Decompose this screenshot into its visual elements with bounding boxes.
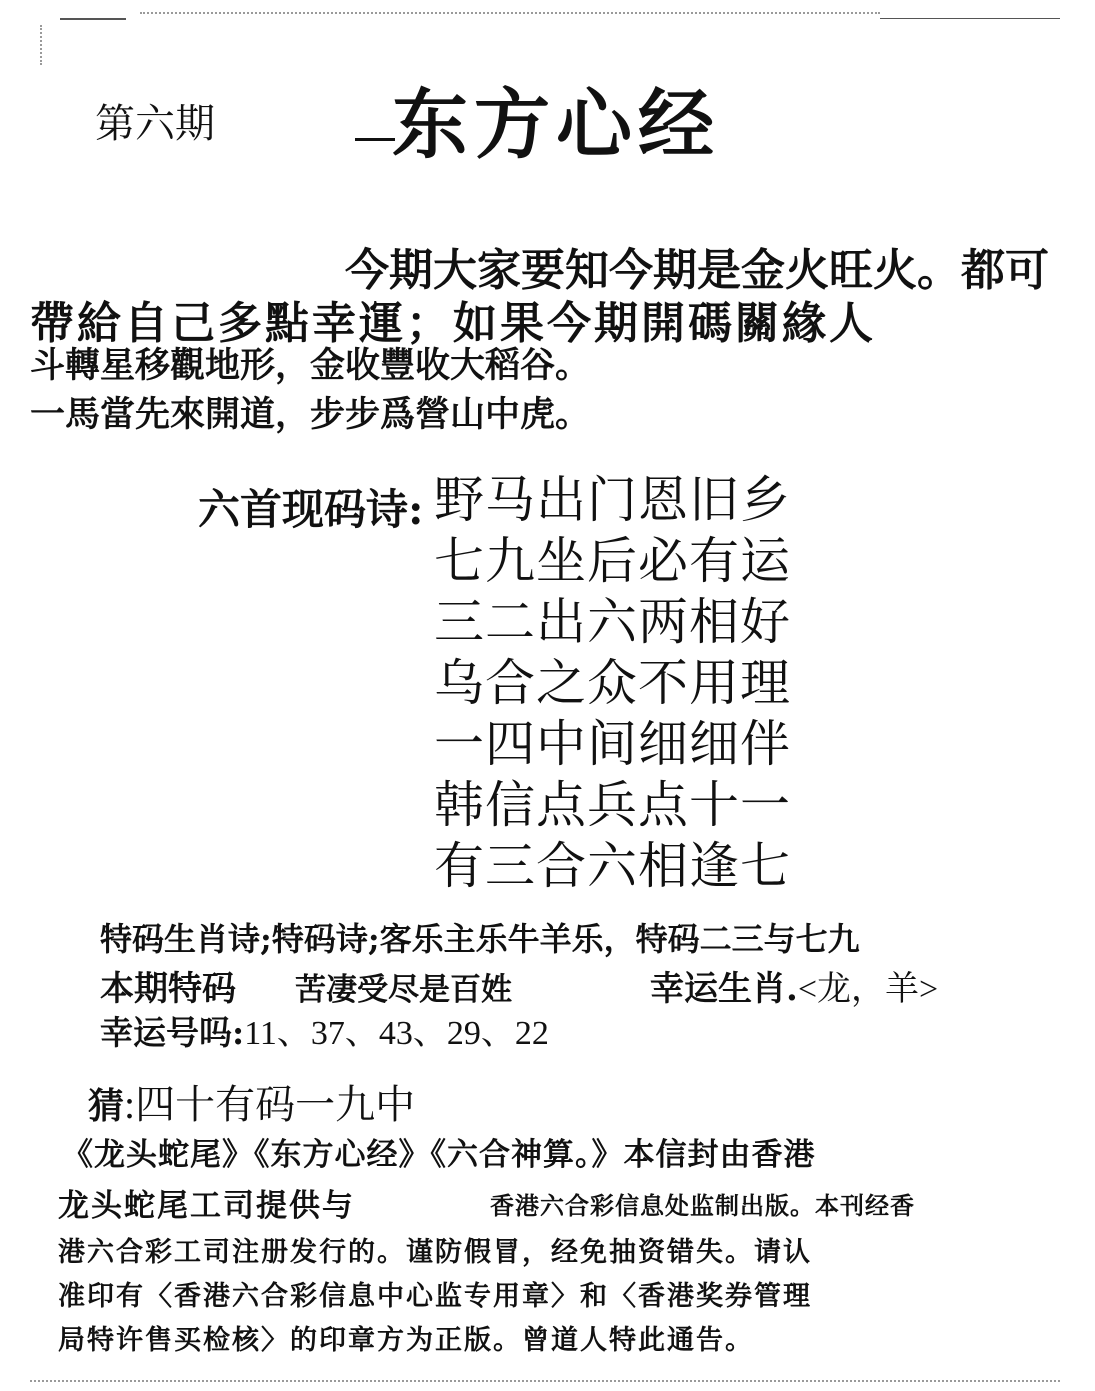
top-left-rule (60, 18, 126, 20)
notice-line-4: 准印有〈香港六合彩信息中心监专用章〉和〈香港奖券管理 (58, 1281, 812, 1312)
notice-line-1: 《龙头蛇尾》《东方心经》《六合神算。》本信封由香港 (62, 1137, 816, 1173)
lucky-numbers (100, 1005, 549, 1054)
top-dotted-border (140, 12, 880, 14)
issue-number: 第六期 (95, 101, 215, 146)
guess-value: :四十有码一九中 (124, 1082, 416, 1127)
notice-line-3: 港六合彩工司注册发行的。谨防假冒，经免抽资错失。请认 (58, 1237, 812, 1268)
poem-lines (434, 470, 791, 897)
lucky-zodiac (650, 961, 938, 1010)
lucky-numbers-value: 11、37、43、29、22 (244, 1015, 549, 1052)
top-right-rule (880, 18, 1060, 19)
poem-label: 六首现码诗: (198, 485, 424, 534)
notice-line-2b: 香港六合彩信息处监制出版。本刊经香 (490, 1192, 915, 1220)
notice-line-5: 局特许售买检核〉的印章方为正版。曾道人特此通告。 (58, 1325, 754, 1356)
intro-line-2: 帶給自己多點幸運；如果今期開碼關緣人 (30, 298, 876, 349)
poem-line: 有三合六相逢七 (434, 837, 791, 895)
lucky-zodiac-value: <龙，羊> (797, 971, 939, 1008)
notice-line-2a: 龙头蛇尾工司提供与 (58, 1188, 355, 1224)
lucky-numbers-label: 幸运号吗: (100, 1013, 245, 1052)
poem-line: 三二出六两相好 (434, 593, 791, 651)
poem-line: 韩信点兵点十一 (434, 776, 791, 834)
poem-line: 野马出门恩旧乡 (434, 471, 791, 529)
poem-line: 乌合之众不用理 (434, 654, 791, 712)
guess-label: 猜 (88, 1085, 125, 1127)
intro-line-3: 斗轉星移觀地形，金收豐收大稻谷。 (30, 345, 591, 386)
bottom-dotted-border (30, 1380, 1060, 1382)
intro-line-4: 一馬當先來開道，步步爲營山中虎。 (30, 394, 591, 435)
special-code-poem: 特码生肖诗;特码诗;客乐主乐牛羊乐，特码二三与七九 (100, 920, 860, 958)
intro-line-1: 今期大家要知今期是金火旺火。都可 (345, 245, 1049, 296)
poem-line: 七九坐后必有运 (434, 532, 791, 590)
this-period-text: 苦凄受尽是百姓 (295, 972, 512, 1008)
page-title: 东方心经 (392, 80, 720, 169)
left-dotted-border (40, 25, 42, 65)
title-underline (355, 138, 395, 141)
poem-line: 一四中间细细伴 (434, 715, 791, 773)
guess-line (88, 1073, 415, 1130)
this-period-label: 本期特码 (100, 969, 236, 1009)
lucky-zodiac-label: 幸运生肖. (650, 969, 798, 1009)
